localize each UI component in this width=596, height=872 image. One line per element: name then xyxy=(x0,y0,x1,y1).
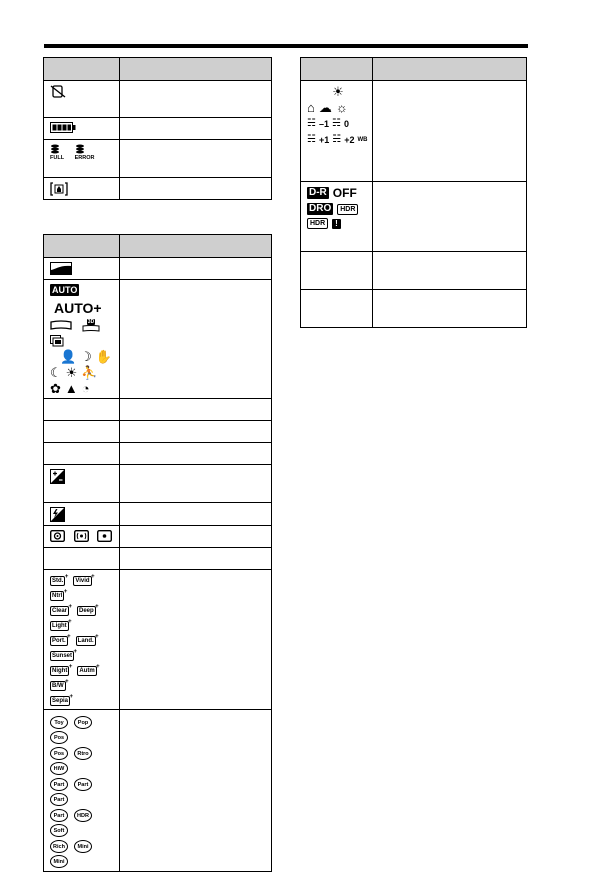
effect-retro-photo-icon: Rtro xyxy=(74,747,92,760)
table-row xyxy=(44,140,272,178)
effect-high-key-icon: HiW xyxy=(50,762,68,775)
anti-motion-blur-icon: ✋ xyxy=(95,349,112,364)
multi-segment-metering-icon xyxy=(50,530,65,542)
table-row xyxy=(44,570,272,710)
fluorescent-icon: ☵ xyxy=(307,118,316,129)
icon-cell xyxy=(44,280,120,399)
icon-cell xyxy=(44,81,120,118)
hdr-warning-icon: HDR xyxy=(307,218,328,229)
description-cell xyxy=(120,503,272,526)
description-cell xyxy=(120,526,272,548)
card-error-label: ERROR xyxy=(74,155,95,161)
description-cell xyxy=(120,81,272,118)
spot-metering-icon xyxy=(97,530,112,542)
icon-cell xyxy=(44,503,120,526)
description-cell xyxy=(120,443,272,465)
table-row xyxy=(44,421,272,443)
icon-cell xyxy=(44,710,120,872)
icon-cell xyxy=(44,548,120,570)
effect-rich-tone-mono-icon: Rich xyxy=(50,840,68,853)
effect-miniature-auto-icon: Mini xyxy=(50,855,68,868)
icon-cell xyxy=(44,258,120,280)
table-row xyxy=(44,399,272,421)
icon-table-2 xyxy=(43,234,272,872)
fluorescent-icon: ☵ xyxy=(307,134,316,145)
handheld-twilight-icon: ☽ xyxy=(80,349,92,364)
scene-selection-icon: ◔ xyxy=(81,381,90,396)
table-row xyxy=(44,118,272,140)
description-cell xyxy=(373,290,527,328)
description-cell xyxy=(120,280,272,399)
icon-cell xyxy=(44,118,120,140)
frame-mode-icon xyxy=(50,182,68,196)
description-cell xyxy=(120,178,272,200)
description-cell xyxy=(120,258,272,280)
effect-partial-color-red-icon: Part xyxy=(50,778,68,791)
white-balance-daylight-icon: ☀ xyxy=(332,84,344,99)
effect-partial-color-yellow-icon: Part xyxy=(50,809,68,822)
white-balance-cloudy-icon: ☁ xyxy=(318,100,332,115)
table-row xyxy=(301,81,527,182)
creative-style-standard-icon: Std. + xyxy=(50,576,65,586)
header-cell-icon xyxy=(301,58,373,81)
sports-action-icon: ⛹ xyxy=(81,365,98,380)
card-error-icon xyxy=(75,144,95,161)
card-full-label: FULL xyxy=(50,155,65,161)
table-row xyxy=(301,252,527,290)
icon-cell xyxy=(301,252,373,290)
icon-cell xyxy=(44,399,120,421)
table-row xyxy=(44,178,272,200)
table-row xyxy=(44,258,272,280)
description-cell xyxy=(120,548,272,570)
description-cell xyxy=(120,118,272,140)
table-row xyxy=(44,526,272,548)
icon-cell xyxy=(44,178,120,200)
sunset-icon: ☀ xyxy=(65,365,78,380)
table-row xyxy=(44,280,272,399)
night-scene-icon: ☾ xyxy=(50,365,62,380)
top-rule xyxy=(44,44,528,48)
flash-compensation-icon xyxy=(50,507,65,522)
portrait-icon: 👤 xyxy=(59,349,77,364)
effect-toy-camera-icon: Toy xyxy=(50,716,68,729)
creative-style-sepia-icon: Sepia + xyxy=(50,696,70,706)
creative-style-light-icon: Light + xyxy=(50,621,69,631)
white-balance-incandescent-icon: ☼ xyxy=(335,100,348,115)
effect-partial-color-blue-icon: Part xyxy=(50,793,68,806)
effect-miniature-icon: Mini xyxy=(74,840,92,853)
description-cell xyxy=(373,252,527,290)
icon-cell xyxy=(44,465,120,503)
icon-cell xyxy=(301,182,373,252)
landscape-icon: ▲ xyxy=(64,381,78,396)
3d-label: 3D xyxy=(87,319,95,325)
effect-soft-high-key-icon: Soft xyxy=(50,824,68,837)
auto-mode-icon: AUTO xyxy=(52,285,78,295)
creative-style-neutral-icon: Ntrl + xyxy=(50,591,64,601)
icon-table-1 xyxy=(43,57,272,200)
creative-style-portrait-icon: Port. + xyxy=(50,636,68,646)
superior-auto-icon: AUTO+ xyxy=(54,300,102,316)
hdr-icon: HDR xyxy=(337,204,358,215)
creative-style-night-icon: Night + xyxy=(50,666,69,676)
description-cell xyxy=(373,182,527,252)
effect-partial-color-green-icon: Part xyxy=(74,778,92,791)
description-cell xyxy=(120,140,272,178)
description-cell xyxy=(120,710,272,872)
header-cell-icon xyxy=(44,235,120,258)
macro-icon: ✿ xyxy=(50,381,61,396)
tone-icon xyxy=(50,262,72,275)
3d-panorama-icon xyxy=(82,319,100,332)
fluorescent-zero-label: 0 xyxy=(343,118,349,129)
effect-posterization-color-icon: Pos xyxy=(50,731,68,744)
table-row xyxy=(44,81,272,118)
dro-icon: DRO xyxy=(309,203,332,214)
description-cell xyxy=(120,399,272,421)
white-balance-flash-icon: WB xyxy=(357,136,368,143)
fluorescent-plus2-label: +2 xyxy=(344,134,355,145)
continuous-advance-priority-icon xyxy=(50,335,64,347)
dro-off-label: OFF xyxy=(332,186,357,200)
header-cell-meaning xyxy=(120,235,272,258)
table-row xyxy=(44,710,272,872)
icon-cell xyxy=(44,140,120,178)
icon-cell xyxy=(44,421,120,443)
creative-style-deep-icon: Deep + xyxy=(77,606,96,616)
header-cell-meaning xyxy=(120,58,272,81)
dro-off-icon: D-R xyxy=(309,187,327,198)
table-header xyxy=(44,235,272,258)
table-row xyxy=(44,548,272,570)
effect-hdr-painting-icon: HDR xyxy=(74,809,92,822)
icon-cell xyxy=(301,290,373,328)
header-cell-icon xyxy=(44,58,120,81)
effect-pop-color-icon: Pop xyxy=(74,716,92,729)
description-cell xyxy=(120,465,272,503)
table-row xyxy=(301,182,527,252)
battery-empty-icon xyxy=(50,85,66,98)
icon-cell xyxy=(44,570,120,710)
description-cell xyxy=(373,81,527,182)
fluorescent-minus1-label: –1 xyxy=(318,118,329,129)
battery-full-icon xyxy=(50,122,76,133)
card-full-icon xyxy=(50,144,64,161)
fluorescent-icon: ☵ xyxy=(331,118,341,129)
table-header xyxy=(44,58,272,81)
table-row xyxy=(44,443,272,465)
panorama-icon xyxy=(50,320,72,331)
fluorescent-icon: ☵ xyxy=(332,134,342,145)
icon-cell xyxy=(301,81,373,182)
creative-style-clear-icon: Clear + xyxy=(50,606,69,616)
table-row xyxy=(44,503,272,526)
icon-cell xyxy=(44,443,120,465)
warning-icon: ! xyxy=(332,219,341,229)
effect-posterization-bw-icon: Pos xyxy=(50,747,68,760)
icon-cell xyxy=(44,526,120,548)
white-balance-shade-icon: ⌂ xyxy=(307,100,315,115)
description-cell xyxy=(120,570,272,710)
description-cell xyxy=(120,421,272,443)
header-cell-meaning xyxy=(373,58,527,81)
table-header xyxy=(301,58,527,81)
icon-table-3 xyxy=(300,57,527,328)
creative-style-sunset-icon: Sunset + xyxy=(50,651,74,661)
creative-style-autumn-icon: Autm + xyxy=(77,666,96,676)
creative-style-vivid-icon: Vivid + xyxy=(73,576,91,586)
creative-style-landscape-icon: Land. + xyxy=(76,636,96,646)
creative-style-bw-icon: B/W + xyxy=(50,681,66,691)
exposure-compensation-icon xyxy=(50,469,65,484)
center-weighted-metering-icon xyxy=(74,530,89,542)
table-row xyxy=(44,465,272,503)
fluorescent-plus1-label: +1 xyxy=(318,134,330,145)
table-row xyxy=(301,290,527,328)
